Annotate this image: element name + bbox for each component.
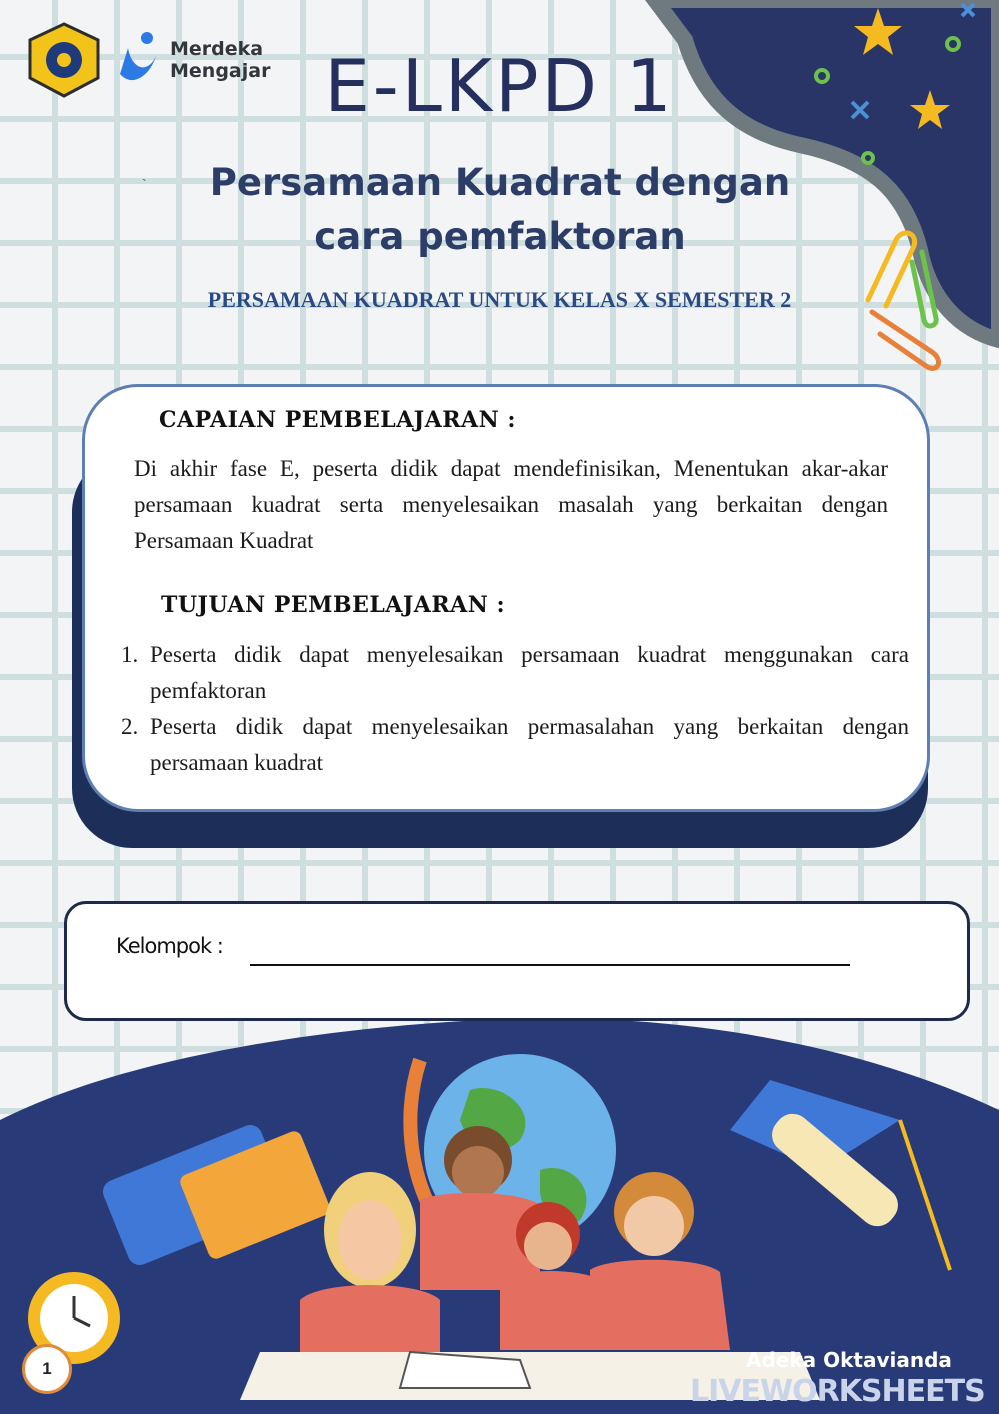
liveworksheets-watermark: LIVEWORKSHEETS [690, 1374, 985, 1409]
page-number: 1 [22, 1344, 72, 1394]
list-text: Peserta didik dapat menyelesaikan persamaan kuadrat menggunakan cara pemfaktoran [150, 642, 909, 703]
tujuan-list [121, 637, 909, 781]
stray-mark: ` [142, 176, 147, 192]
graduation-cap-icon [730, 1080, 950, 1270]
subtitle-line-1: Persamaan Kuadrat dengan [209, 161, 791, 204]
learning-goals-card [82, 384, 930, 812]
tujuan-heading: TUJUAN PEMBELAJARAN : [161, 592, 506, 618]
group-name-input[interactable] [250, 938, 850, 966]
pencil-case-icon [99, 1121, 332, 1268]
capaian-text: Di akhir fase E, peserta didik dapat mendefinisikan, Menentukan akar-akar persamaan kuadrat serta menyelesaikan masalah yang berkaitan dengan Persamaan Kuadrat [134, 456, 888, 553]
list-item [121, 637, 909, 709]
list-number: 2. [121, 714, 139, 739]
brand-line-2: Mengajar [170, 60, 271, 82]
page-title: E-LKPD 1 [324, 44, 675, 128]
list-text: Peserta didik dapat menyelesaikan permasalahan yang berkaitan dengan persamaan kuadrat [150, 714, 909, 775]
subtitle-line-2: cara pemfaktoran [314, 215, 686, 258]
class-semester-line: PERSAMAAN KUADRAT UNTUK KELAS X SEMESTER 2 [207, 287, 792, 312]
author-name: Adeka Oktavianda [746, 1348, 952, 1372]
list-number: 1. [121, 642, 139, 667]
brand-line-1: Merdeka [170, 38, 264, 60]
page-subtitle [100, 156, 900, 264]
capaian-heading: CAPAIAN PEMBELAJARAN : [159, 407, 517, 433]
list-item [121, 709, 909, 781]
group-label: Kelompok : [116, 934, 223, 958]
